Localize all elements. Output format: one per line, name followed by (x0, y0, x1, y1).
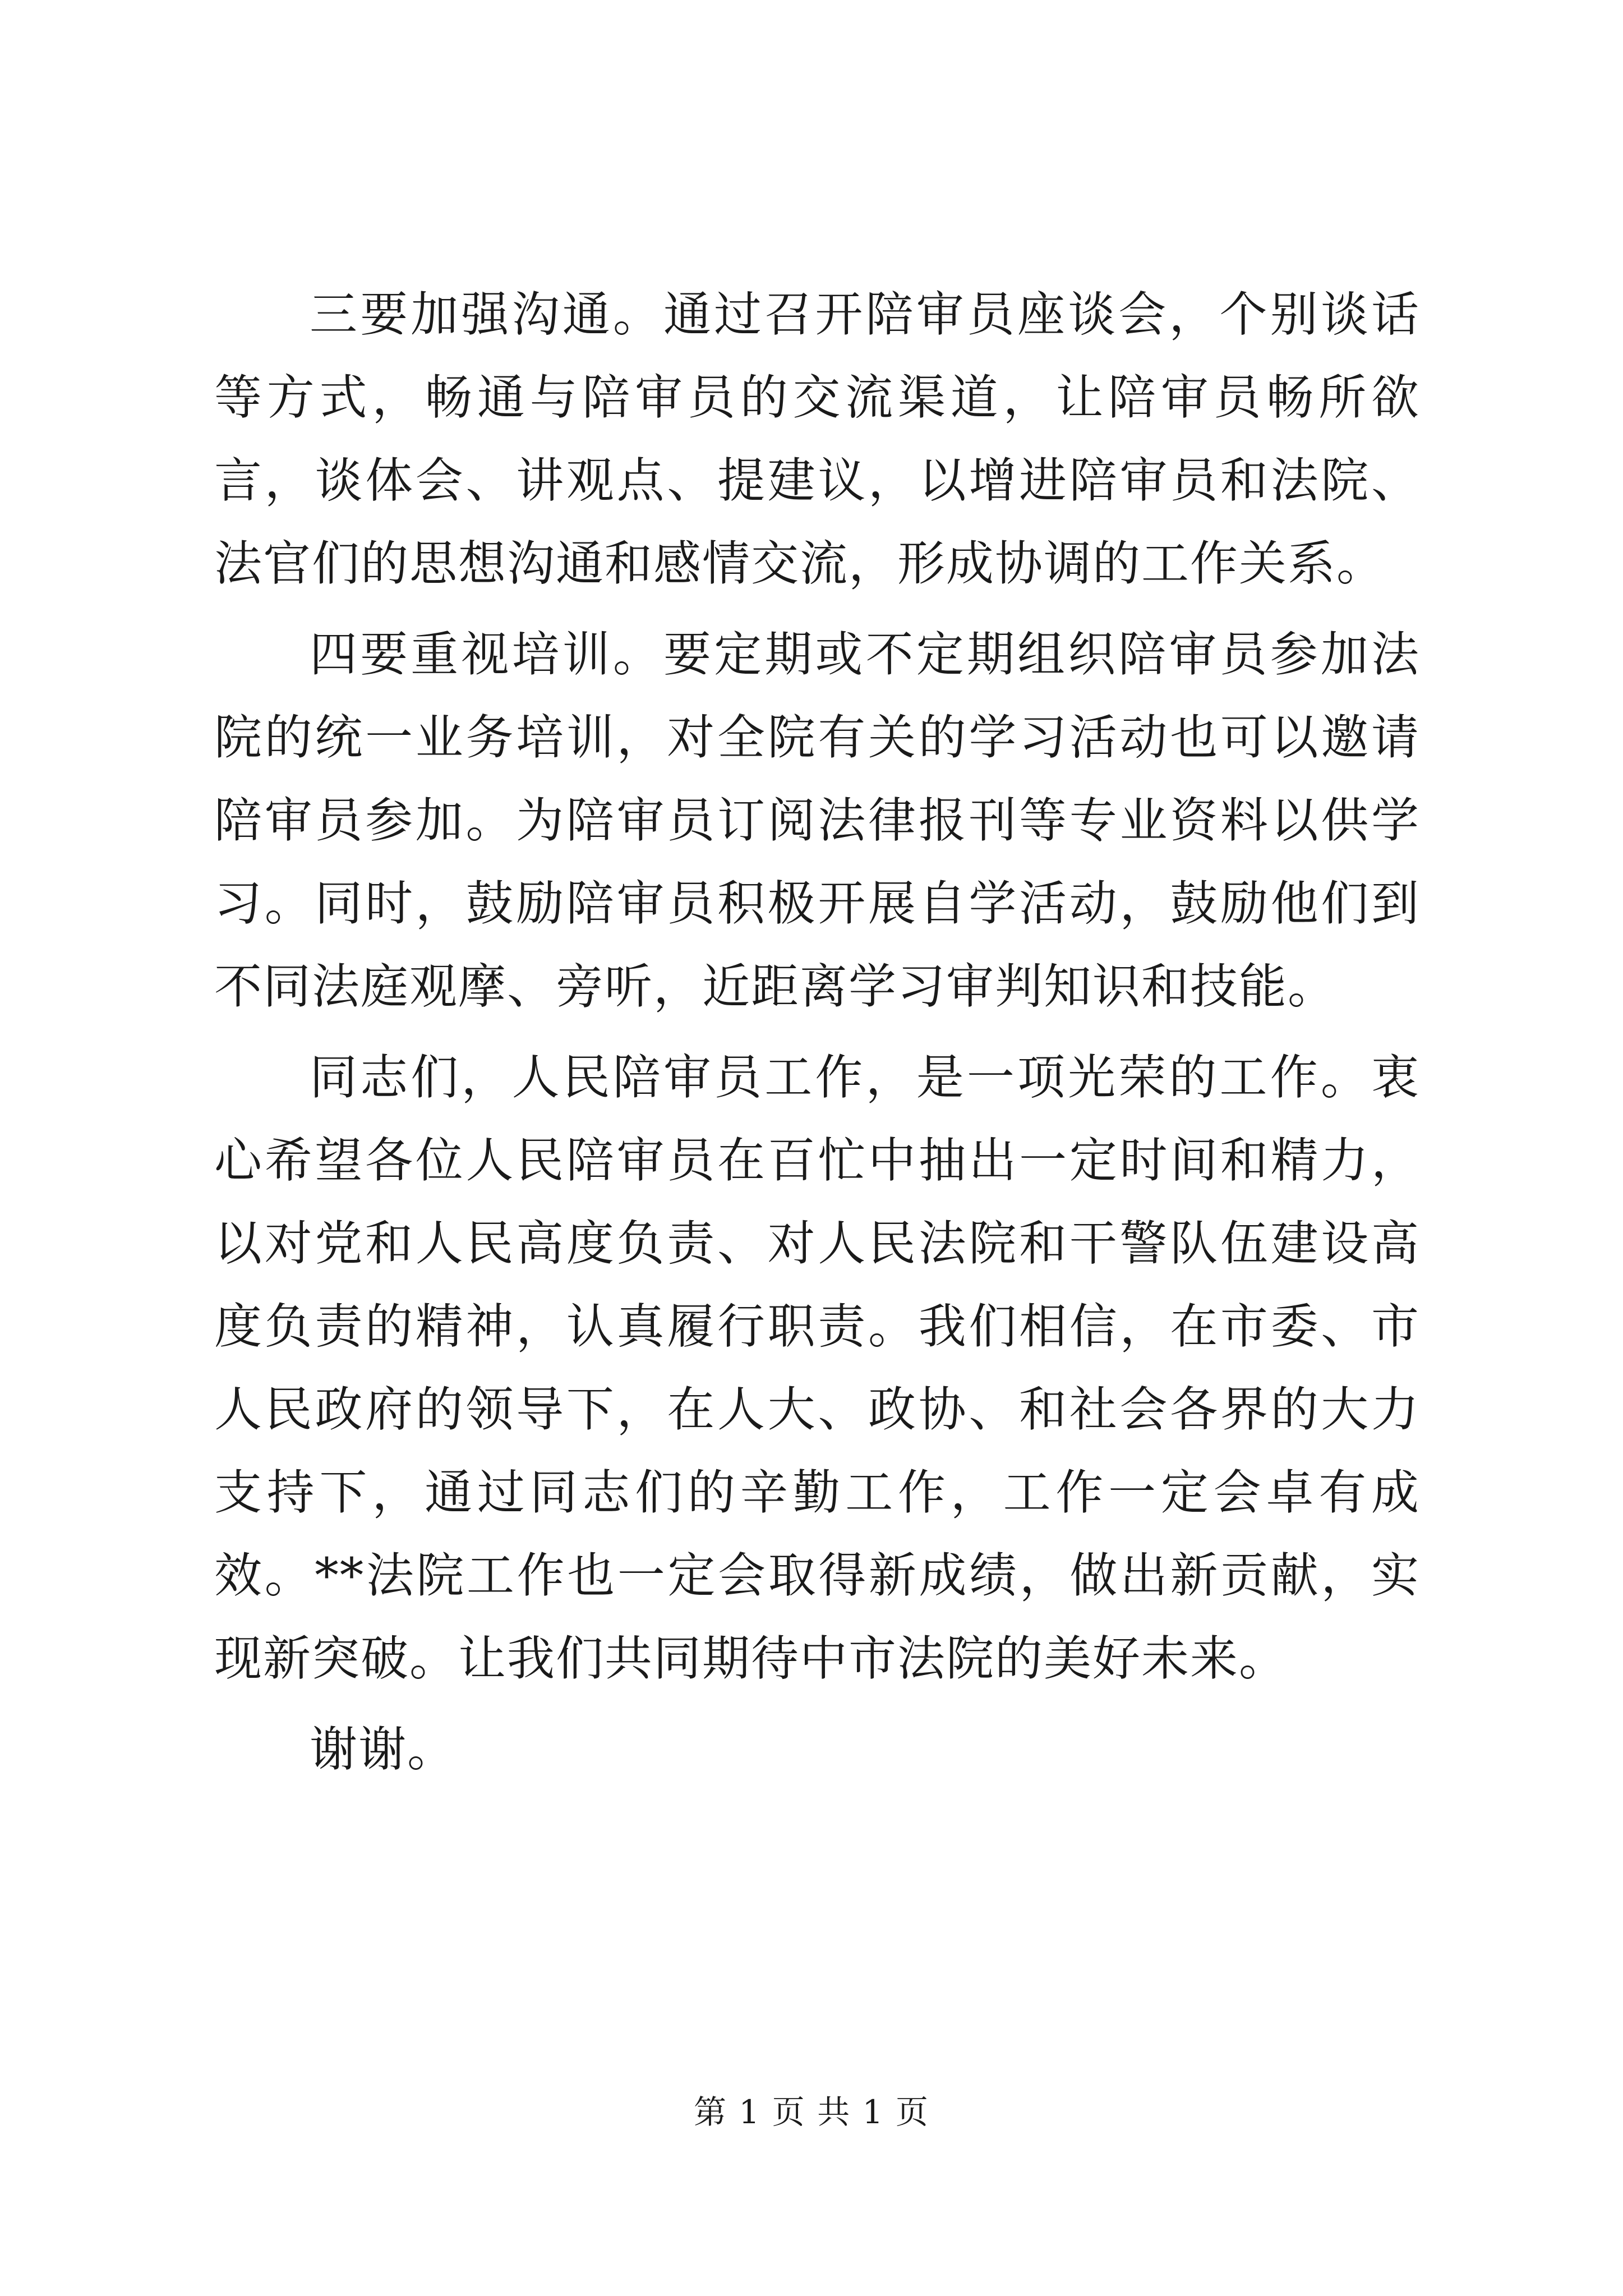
paragraph-closing-remarks: 同志们，人民陪审员工作，是一项光荣的工作。衷心希望各位人民陪审员在百忙中抽出一定时间和精力，以对党和人民高度负责、对人民法院和干警队伍建设高度负责的精神，认真履行职责。我们相信，在市委、市人民政府的领导下，在人大、政协、和社会各界的大力支持下，通过同志们的辛勤工作，工作一定会卓有成效。**法院工作也一定会取得新成绩，做出新贡献，实现新突破。让我们共同期待中市法院的美好未来。 (214, 1050, 1420, 1687)
page-footer: 第 1 页 共 1 页 (694, 2093, 929, 2131)
paragraph-thanks: 谢谢。 (310, 1722, 457, 1778)
paragraph-communication: 三要加强沟通。通过召开陪审员座谈会，个别谈话等方式，畅通与陪审员的交流渠道，让陪审员畅所欲言，谈体会、讲观点、提建议，以增进陪审员和法院、法官们的思想沟通和感情交流，形成协调的工作关系。 (214, 287, 1420, 592)
document-body (214, 274, 1420, 1800)
paragraph-training: 四要重视培训。要定期或不定期组织陪审员参加法院的统一业务培训，对全院有关的学习活动也可以邀请陪审员参加。为陪审员订阅法律报刊等专业资料以供学习。同时，鼓励陪审员积极开展自学活动，鼓励他们到不同法庭观摩、旁听，近距离学习审判知识和技能。 (214, 627, 1420, 1015)
